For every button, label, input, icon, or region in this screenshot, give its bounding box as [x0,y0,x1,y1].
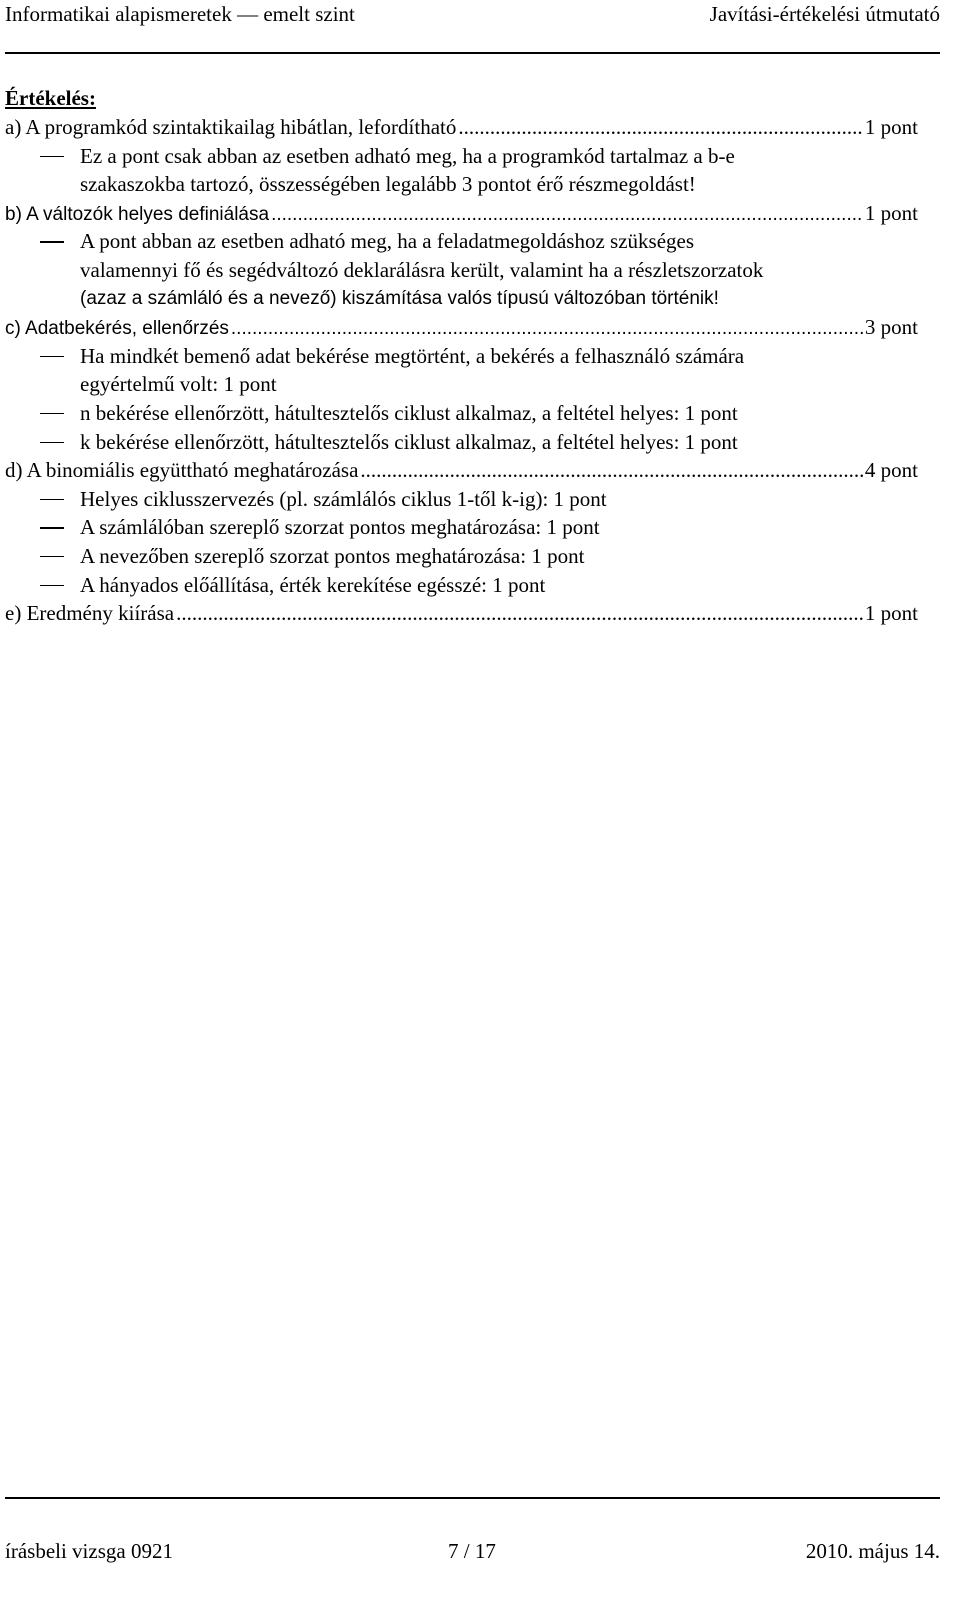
criterion-b [5,199,918,228]
note-text: A hányados előállítása, érték kerekítése egésszé: 1 pont [80,572,546,597]
criterion-d-note [5,485,918,514]
criterion-c-note-cont [5,370,918,399]
note-text: (azaz a számláló és a nevező) kiszámítása valós típusú változóban történik! [80,287,719,309]
criterion-d-points: 4 pont [864,458,918,483]
criterion-b-note-cont [5,256,918,285]
criterion-b-points: 1 pont [864,200,918,225]
note-text: egyértelmű volt: 1 pont [80,372,277,397]
dash-bullet [40,499,64,501]
footer-exam-id: írásbeli vizsga 0921 [5,1539,173,1563]
note-text: A nevezőben szereplő szorzat pontos meghatározása: 1 pont [80,543,585,568]
criterion-b-note [5,227,918,256]
header-subtitle: Javítási-értékelési útmutató [709,2,940,26]
dot-leader [231,315,863,344]
dash-bullet [40,156,64,158]
criterion-d-note [5,542,918,571]
criterion-e [5,599,918,628]
dash-bullet [40,356,64,358]
criterion-d-note [5,513,918,542]
criterion-a-label: a) A programkód szintaktikailag hibátlan, lefordítható [5,115,457,139]
criterion-d [5,456,918,485]
page-header [5,0,940,54]
page-footer [5,1497,940,1599]
criterion-c-points: 3 pont [864,315,918,340]
criterion-c-note [5,342,918,371]
dash-bullet [40,442,64,444]
header-title: Informatikai alapismeretek — emelt szint [5,2,355,26]
dash-bullet [40,241,64,243]
note-text: Helyes ciklusszervezés (pl. számlálós ciklus 1-től k-ig): 1 pont [80,486,607,511]
dash-bullet [40,527,64,529]
criterion-a [5,113,918,142]
dash-bullet [40,413,64,415]
dot-leader [458,113,863,142]
criterion-a-note-cont [5,170,918,199]
criterion-a-points: 1 pont [864,115,918,139]
criterion-e-points: 1 pont [864,601,918,626]
criterion-b-label: b) A változók helyes definiálása [5,203,270,225]
criterion-d-label: d) A binomiális együttható meghatározása [5,458,359,483]
page-number: 7 / 17 [448,1539,496,1563]
note-text: n bekérése ellenőrzött, hátultesztelős ciklust alkalmaz, a feltétel helyes: 1 pont [80,400,738,425]
note-text: Ez a pont csak abban az esetben adható meg, ha a programkód tartalmaz a b-e [80,143,735,168]
note-text: szakaszokba tartozó, összességében legalább 3 pontot érő részmegoldást! [80,172,696,197]
criterion-c-label: c) Adatbekérés, ellenőrzés [5,318,229,340]
criterion-c-note [5,399,918,428]
criterion-c [5,313,918,342]
dot-leader [271,201,863,230]
criterion-a-note [5,142,918,171]
evaluation-content [5,84,918,628]
footer-date: 2010. május 14. [805,1539,940,1563]
note-text: valamennyi fő és segédváltozó deklarálásra került, valamint ha a részletszorzatok [80,257,764,282]
criterion-b-note-cont [5,285,918,314]
criterion-d-note [5,571,918,600]
note-text: Ha mindkét bemenő adat bekérése megtörtént, a bekérés a felhasználó számára [80,343,745,368]
dot-leader [360,456,862,485]
dash-bullet [40,556,64,558]
note-text: k bekérése ellenőrzött, hátultesztelős ciklust alkalmaz, a feltétel helyes: 1 pont [80,429,738,454]
criterion-c-note [5,428,918,457]
dash-bullet [40,585,64,587]
section-heading: Értékelés: [5,86,96,110]
note-text: A pont abban az esetben adható meg, ha a feladatmegoldáshoz szükséges [80,229,695,254]
dot-leader [176,599,863,628]
note-text: A számlálóban szereplő szorzat pontos meghatározása: 1 pont [80,515,600,540]
criterion-e-label: e) Eredmény kiírása [5,601,175,626]
